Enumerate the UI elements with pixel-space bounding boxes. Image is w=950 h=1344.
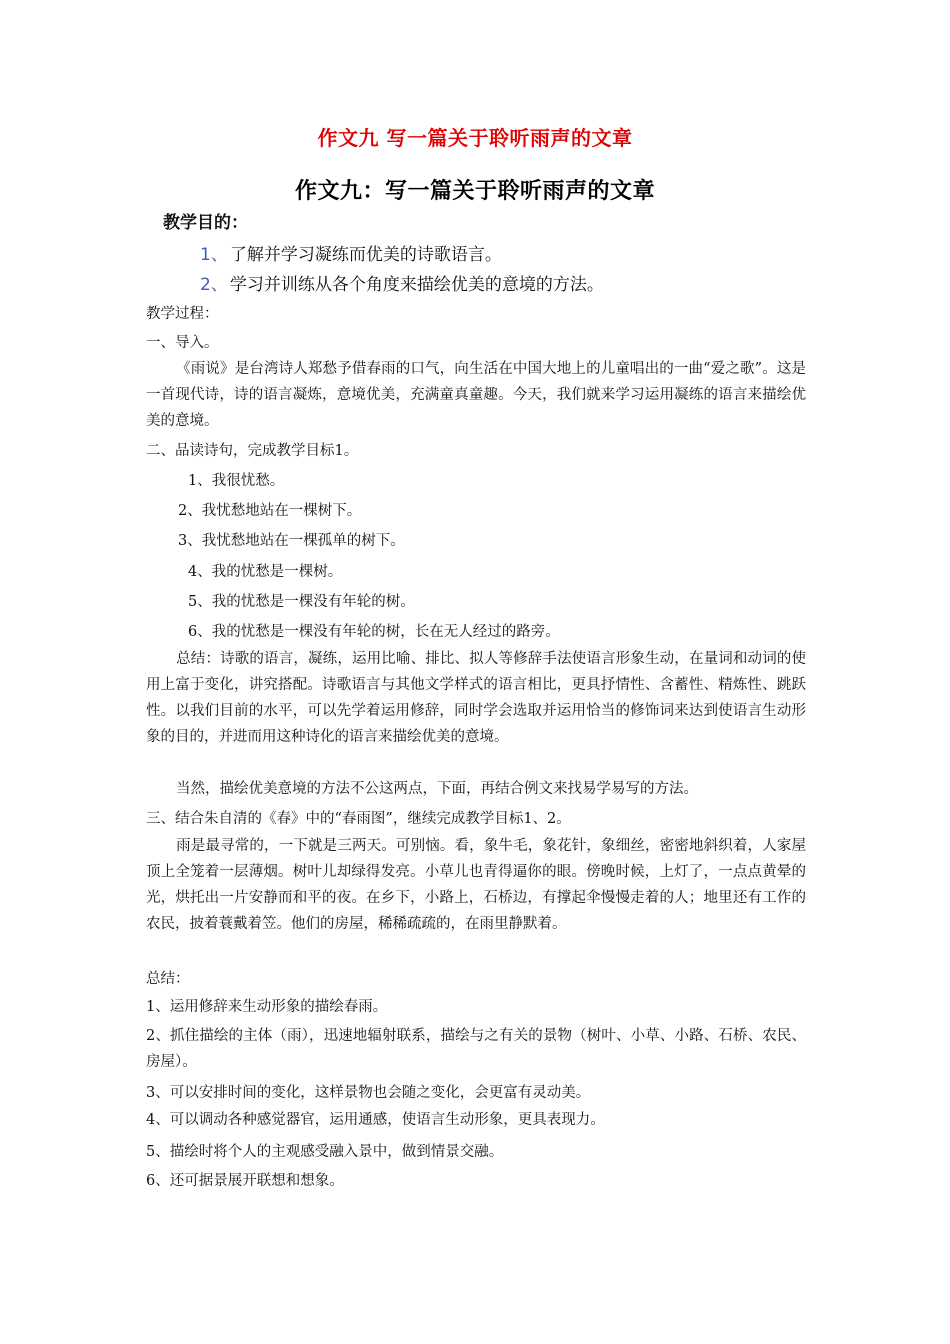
intro-paragraph (146, 356, 806, 436)
poem-line: 1、我很忧愁。 (188, 473, 285, 489)
intro-paragraph-text: 《雨说》是台湾诗人郑愁予借春雨的口气，向生活在中国大地上的儿童唱出的一曲“爱之歌”。这是一首现代诗，诗的语言凝炼，意境优美，充满童真童趣。今天，我们就来学习运用凝练的语言来描绘优美的意境。 (146, 361, 806, 429)
objective-number: 2、 (200, 275, 228, 295)
poem-line: 5、我的忧愁是一棵没有年轮的树。 (188, 594, 415, 610)
poem-line: 6、我的忧愁是一棵没有年轮的树，长在无人经过的路旁。 (188, 624, 560, 640)
poem-line: 4、我的忧愁是一棵树。 (188, 564, 343, 580)
poem-line: 3、我忧愁地站在一棵孤单的树下。 (178, 533, 405, 549)
document-title-red: 作文九 写一篇关于聆听雨声的文章 (317, 126, 633, 150)
summary-paragraph-text: 总结：诗歌的语言，凝练，运用比喻、排比、拟人等修辞手法使语言形象生动，在量词和动词的使用上富于变化，讲究搭配。诗歌语言与其他文学样式的语言相比，更具抒情性、含蓄性、精炼性、跳跃性。以我们目前的水平，可以先学着运用修辞，同时学会选取并运用恰当的修饰词来达到使语言生动形象的目的，并进而用这种诗化的语言来描绘优美的意境。 (146, 651, 806, 745)
excerpt-paragraph-text: 雨是最寻常的，一下就是三两天。可别恼。看，象牛毛，象花针，象细丝，密密地斜织着，人家屋顶上全笼着一层薄烟。树叶儿却绿得发亮。小草儿也青得逼你的眼。傍晚时候，上灯了，一点点黄晕的光，烘托出一片安静而和平的夜。在乡下，小路上，石桥边，有撑起伞慢慢走着的人；地里还有工作的农民，披着蓑戴着笠。他们的房屋，稀稀疏疏的，在雨里静默着。 (146, 838, 806, 932)
objective-text: 学习并训练从各个角度来描绘优美的意境的方法。 (229, 275, 604, 295)
summary-item: 4、可以调动各种感觉器官，运用通感，使语言生动形象，更具表现力。 (146, 1112, 605, 1128)
summary-item-text: 2、抓住描绘的主体（雨），迅速地辐射联系，描绘与之有关的景物（树叶、小草、小路、石桥、农民、房屋）。 (146, 1028, 806, 1070)
transition-text: 当然，描绘优美意境的方法不公这两点，下面，再结合例文来找易学易写的方法。 (176, 781, 698, 797)
process-heading: 教学过程： (146, 306, 219, 322)
objectives-heading: 教学目的： (163, 213, 248, 233)
summary-item: 5、描绘时将个人的主观感受融入景中，做到情景交融。 (146, 1144, 504, 1160)
summary-item: 3、可以安排时间的变化，这样景物也会随之变化，会更富有灵动美。 (146, 1085, 591, 1101)
objective-number: 1、 (200, 245, 228, 265)
objective-item (200, 240, 502, 265)
summary-item (146, 1023, 806, 1075)
summary-item: 1、运用修辞来生动形象的描绘春雨。 (146, 999, 388, 1015)
summary-item: 6、还可据景展开联想和想象。 (146, 1173, 344, 1189)
objective-item (200, 270, 604, 295)
section-heading: 一、导入。 (146, 335, 219, 351)
section-heading: 三、结合朱自清的《春》中的“春雨图”，继续完成教学目标1、2。 (146, 811, 571, 827)
summary-heading: 总结： (146, 971, 190, 987)
excerpt-paragraph (146, 833, 806, 965)
poem-line: 2、我忧愁地站在一棵树下。 (178, 503, 362, 519)
document-title: 作文九：写一篇关于聆听雨声的文章 (294, 179, 655, 204)
objective-text: 了解并学习凝练而优美的诗歌语言。 (229, 245, 502, 265)
section-heading: 二、品读诗句，完成教学目标1。 (146, 443, 359, 459)
summary-paragraph (146, 646, 806, 778)
